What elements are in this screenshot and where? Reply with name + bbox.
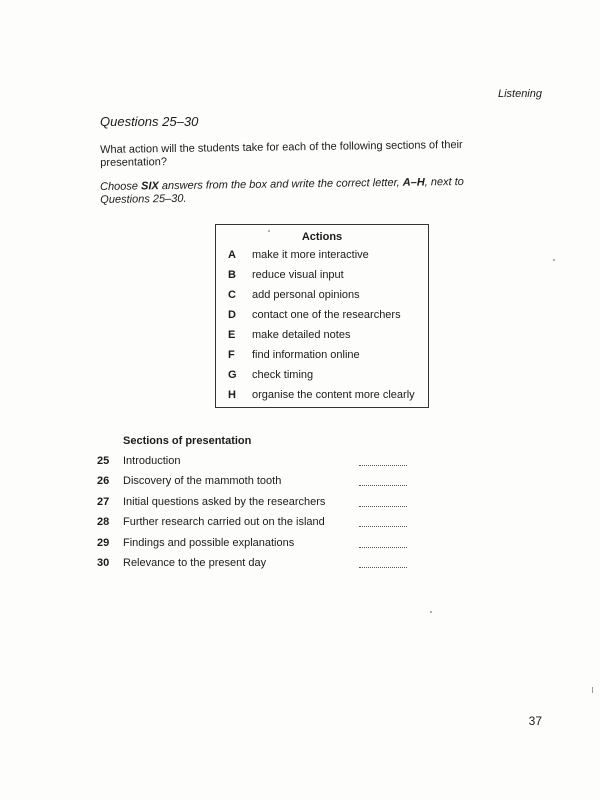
action-option <box>216 305 428 325</box>
instruction-mid: answers from the box and write the correct letter, <box>158 176 403 193</box>
scan-speck <box>592 687 593 693</box>
section-question <box>97 537 427 557</box>
action-letter: D <box>228 309 236 321</box>
question-text: What action will the students take for each of the following sections of their presentation? <box>100 138 463 169</box>
instruction-range: A–H <box>402 176 425 189</box>
action-text: reduce visual input <box>252 269 344 281</box>
section-text: Discovery of the mammoth tooth <box>123 475 282 488</box>
section-text: Initial questions asked by the researchers <box>123 495 326 508</box>
action-text: organise the content more clearly <box>252 389 415 401</box>
section-header: Listening <box>497 88 542 100</box>
instruction-pre: Choose <box>100 180 142 193</box>
scan-speck <box>430 611 432 613</box>
question-number: 25 <box>97 455 110 467</box>
action-text: make it more interactive <box>252 249 369 261</box>
answer-blank[interactable] <box>359 526 407 527</box>
action-letter: F <box>228 349 235 361</box>
page-number: 37 <box>528 714 542 728</box>
actions-box <box>215 224 429 408</box>
section-text: Introduction <box>123 455 181 467</box>
answer-blank[interactable] <box>359 567 407 568</box>
section-question <box>97 455 427 475</box>
question-number: 26 <box>97 475 110 488</box>
section-text: Further research carried out on the island <box>123 516 325 529</box>
actions-box-title: Actions <box>301 231 343 243</box>
question-number: 30 <box>97 556 110 569</box>
section-question <box>97 557 427 577</box>
sections-heading: Sections of presentation <box>123 435 252 447</box>
action-option <box>216 325 428 345</box>
action-text: add personal opinions <box>252 289 360 301</box>
scan-speck <box>553 259 555 261</box>
action-letter: B <box>228 269 236 281</box>
action-option <box>216 245 428 265</box>
action-text: find information online <box>252 349 360 361</box>
action-letter: E <box>228 329 236 341</box>
action-letter: C <box>228 289 236 301</box>
action-text: contact one of the researchers <box>252 309 401 321</box>
question-number: 27 <box>97 495 110 508</box>
action-text: check timing <box>252 369 314 381</box>
answer-blank[interactable] <box>359 465 407 466</box>
action-option <box>216 365 428 385</box>
answer-blank[interactable] <box>359 485 407 486</box>
section-question <box>97 496 427 516</box>
scan-speck <box>268 230 270 232</box>
action-letter: H <box>228 389 236 401</box>
section-text: Relevance to the present day <box>123 556 267 569</box>
question-number: 28 <box>97 516 110 529</box>
action-text: make detailed notes <box>252 329 351 341</box>
section-question <box>97 475 427 495</box>
sections-list <box>97 455 427 577</box>
question-number: 29 <box>97 536 110 549</box>
action-option <box>216 385 428 405</box>
answer-blank[interactable] <box>359 547 407 548</box>
action-option <box>216 345 428 365</box>
instruction-post: , next to Questions 25–30. <box>100 175 464 206</box>
instructions <box>100 176 490 207</box>
section-text: Findings and possible explanations <box>123 536 295 549</box>
action-letter: A <box>228 249 236 261</box>
questions-title: Questions 25–30 <box>100 114 199 129</box>
action-option <box>216 285 428 305</box>
action-option <box>216 265 428 285</box>
action-letter: G <box>228 369 237 381</box>
instruction-six: SIX <box>140 180 159 193</box>
answer-blank[interactable] <box>359 506 407 507</box>
section-question <box>97 516 427 536</box>
